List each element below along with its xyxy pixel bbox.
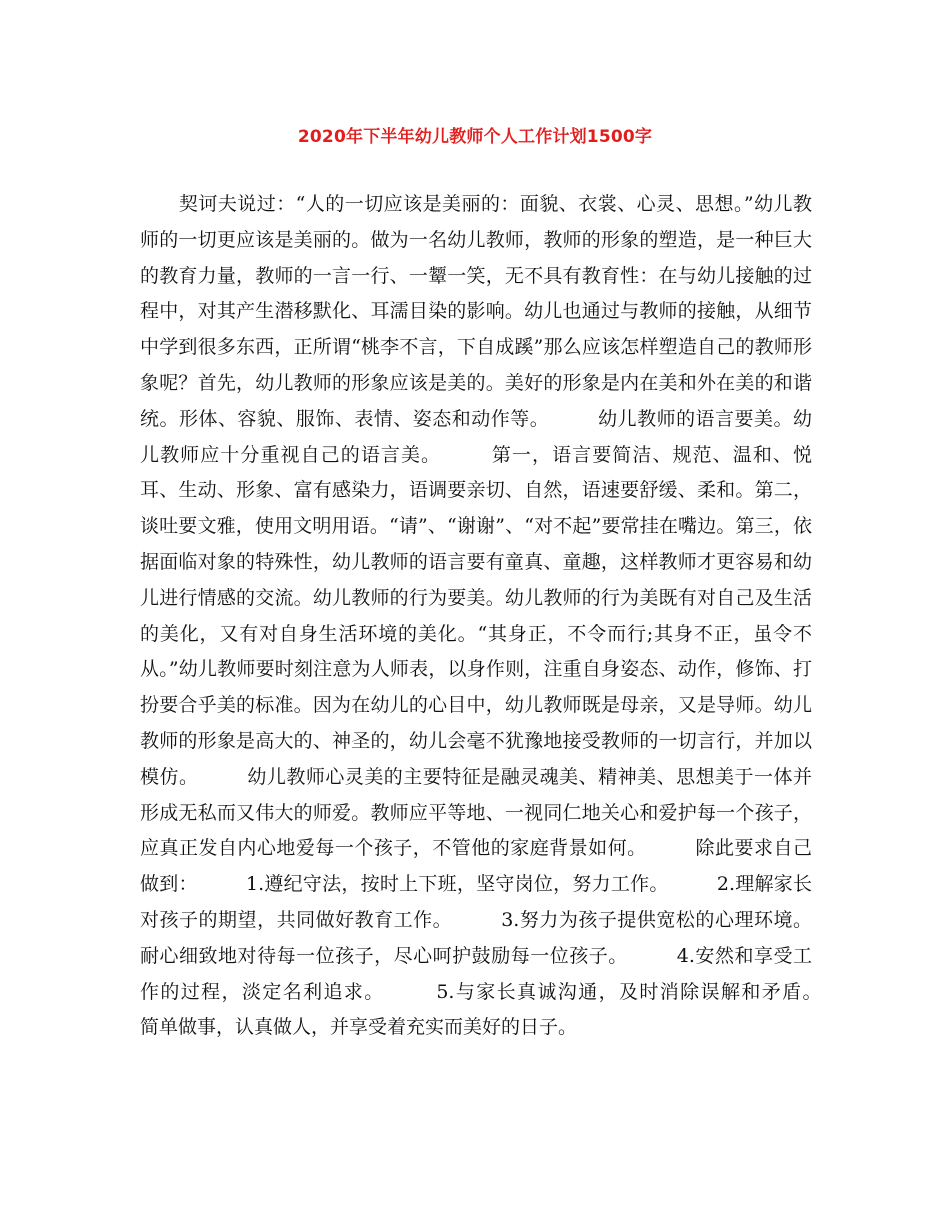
document-body: 契诃夫说过：“人的一切应该是美丽的：面貌、衣裳、心灵、思想。”幼儿教师的一切更应该是美丽的。做为一名幼儿教师，教师的形象的塑造，是一种巨大的教育力量，教师的一言一行、一颦一笑，无不具有教育性：在与幼儿接触的过程中，对其产生潜移默化、耳濡目染的影响。幼儿也通过与教师的接触，从细节中学到很多东西，正所谓“桃李不言，下自成蹊”那么应该怎样塑造自己的教师形象呢？首先，幼儿教师的形象应该是美的。美好的形象是内在美和外在美的和谐统。形体、容貌、服饰、表情、姿态和动作等。 幼儿教师的语言要美。幼儿教师应十分重视自己的语言美。 第一，语言要简洁、规范、温和、悦耳、生动、形象、富有感染力，语调要亲切、自然，语速要舒缓、柔和。第二，谈吐要文雅，使用文明用语。“请”、“谢谢”、“对不起”要常挂在嘴边。第三，依据面临对象的特殊性，幼儿教师的语言要有童真、童趣，这样教师才更容易和幼儿进行情感的交流。幼儿教师的行为要美。幼儿教师的行为美既有对自己及生活的美化，又有对自身生活环境的美化。“其身正，不令而行;其身不正，虽令不从。”幼儿教师要时刻注意为人师表，以身作则，注重自身姿态、动作，修饰、打扮要合乎美的标准。因为在幼儿的心目中，幼儿教师既是母亲，又是导师。幼儿教师的形象是高大的、神圣的，幼儿会毫不犹豫地接受教师的一切言行，并加以模仿。 幼儿教师心灵美的主要特征是融灵魂美、精神美、思想美于一体并形成无私而又伟大的师爱。教师应平等地、一视同仁地关心和爱护每一个孩子，应真正发自内心地爱每一个孩子，不管他的家庭背景如何。 除此要求自己做到： 1.遵纪守法，按时上下班，坚守岗位，努力工作。 2.理解家长对孩子的期望，共同做好教育工作。 3.努力为孩子提供宽松的心理环境。耐心细致地对待每一位孩子，尽心呵护鼓励每一位孩子。 4.安然和享受工作的过程，淡定名利追求。 5.与家长真诚沟通，及时消除误解和矛盾。 简单做事，认真做人，并享受着充实而美好的日子。 bbox=[140, 193, 870, 1039]
document-title: 2020年下半年幼儿教师个人工作计划1500字 bbox=[297, 127, 653, 147]
